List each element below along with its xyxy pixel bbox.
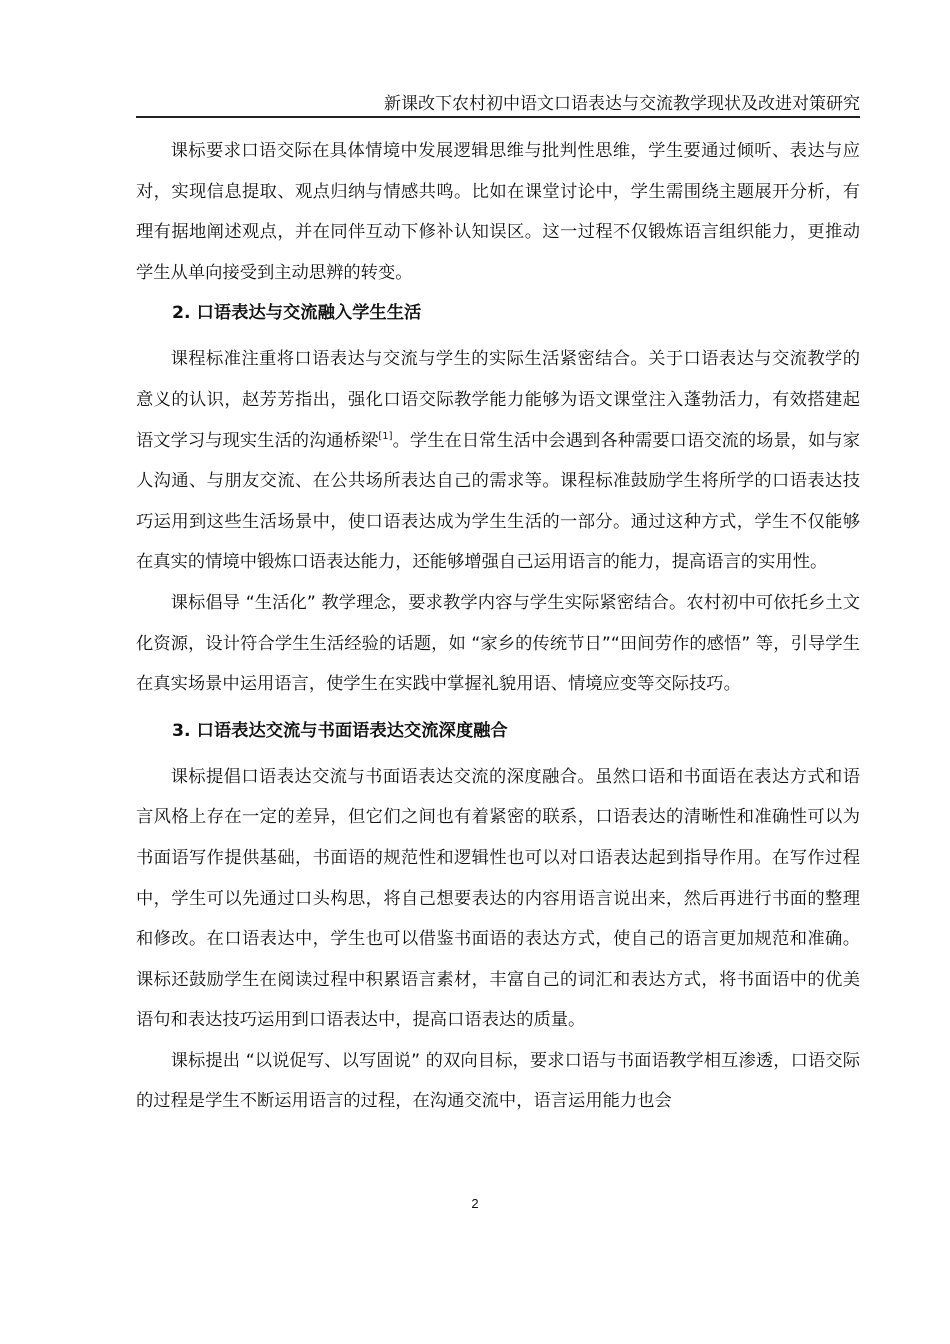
page-number: 2 xyxy=(471,1196,479,1211)
citation-1: [1] xyxy=(378,430,393,442)
header-rule xyxy=(136,116,860,118)
paragraph-2-text-a: 课程标准注重将口语表达与交流与学生的实际生活紧密结合。关于口语表达与交流教学的意义的认识，赵芳芳指出，强化口语交际教学能力能够为语文课堂注入蓬勃活力，有效搭建起语文学习与现实生活的沟通桥梁 xyxy=(136,349,860,451)
body-content xyxy=(136,131,860,1122)
running-header: 新课改下农村初中语文口语表达与交流教学现状及改进对策研究 xyxy=(384,94,860,114)
paragraph-5: 课标提出 “以说促写、以写固说” 的双向目标，要求口语与书面语教学相互渗透，口语交际的过程是学生不断运用语言的过程，在沟通交流中，语言运用能力也会 xyxy=(136,1050,860,1112)
section-heading-2: 2. 口语表达与交流融入学生生活 xyxy=(172,303,422,324)
paragraph-4: 课标提倡口语表达交流与书面语表达交流的深度融合。虽然口语和书面语在表达方式和语言风格上存在一定的差异，但它们之间也有着紧密的联系，口语表达的清晰性和准确性可以为书面语写作提供基础，书面语的规范性和逻辑性也可以对口语表达起到指导作用。在写作过程中，学生可以先通过口头构思，将自己想要表达的内容用语言说出来，然后再进行书面的整理和修改。在口语表达中，学生也可以借鉴书面语的表达方式，使自己的语言更加规范和准确。课标还鼓励学生在阅读过程中积累语言素材，丰富自己的词汇和表达方式，将书面语中的优美语句和表达技巧运用到口语表达中，提高口语表达的质量。 xyxy=(136,766,860,1031)
paragraph-2-text-b: 。学生在日常生活中会遇到各种需要口语交流的场景，如与家人沟通、与朋友交流、在公共场所表达自己的需求等。课程标准鼓励学生将所学的口语表达技巧运用到这些生活场景中，使口语表达成为学生生活的一部分。通过这种方式，学生不仅能够在真实的情境中锻炼口语表达能力，还能够增强自己运用语言的能力，提高语言的实用性。 xyxy=(136,430,860,573)
paragraph-3: 课标倡导 “生活化” 教学理念，要求教学内容与学生实际紧密结合。农村初中可依托乡土文化资源，设计符合学生生活经验的话题，如 “家乡的传统节日”“田间劳作的感悟” 等，引导学生在真实场景中运用语言，使学生在实践中掌握礼貌用语、情境应变等交际技巧。 xyxy=(136,592,860,695)
section-heading-3: 3. 口语表达交流与书面语表达交流深度融合 xyxy=(172,720,508,741)
paragraph-2 xyxy=(136,339,860,583)
paragraph-1: 课标要求口语交际在具体情境中发展逻辑思维与批判性思维，学生要通过倾听、表达与应对，实现信息提取、观点归纳与情感共鸣。比如在课堂讨论中，学生需围绕主题展开分析，有理有据地阐述观点，并在同伴互动下修补认知误区。这一过程不仅锻炼语言组织能力，更推动学生从单向接受到主动思辨的转变。 xyxy=(136,141,860,283)
